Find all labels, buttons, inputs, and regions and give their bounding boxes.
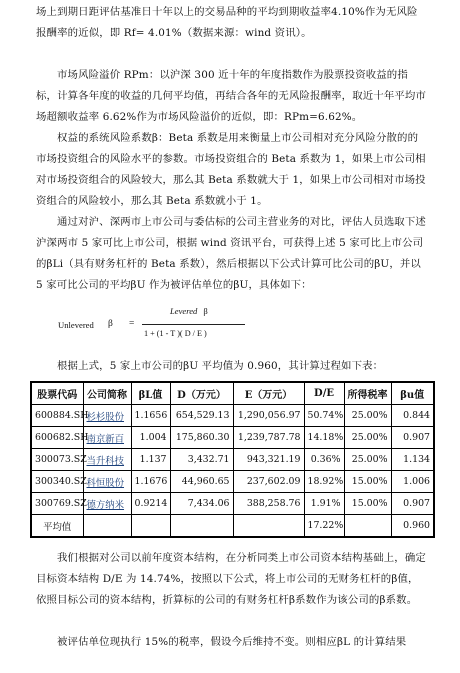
cell-company-name[interactable]: 当升科技: [86, 455, 125, 467]
table-header-row: [31, 382, 434, 405]
cell-beta-u: 1.006: [391, 471, 434, 493]
cell-equity: 388,258.76: [233, 493, 304, 515]
paragraph-beta-definition: 权益的系统风险系数β：Beta 系数是用来衡量上市公司相对充分风险分散的的市场投资组合的风险水平的参数。市场投资组合的 Beta 系数为 1，如果上市公司相对市场投资组合的风险较大，那么其 Beta 系数就大于 1，如果上市公司相对市场投资组合的风险较小，那么其 Beta 系数就小于 1。: [36, 132, 426, 207]
cell-tax-rate: 25.00%: [344, 427, 391, 449]
cell-beta-l: 1.1676: [131, 471, 170, 493]
cell-de-ratio: 1.91%: [304, 493, 344, 515]
cell-tax-rate: 25.00%: [344, 405, 391, 427]
cell-debt: 44,960.65: [170, 471, 233, 493]
cell-empty: [170, 515, 233, 538]
cell-de-ratio: 0.36%: [304, 449, 344, 471]
cell-de-ratio: 18.92%: [304, 471, 344, 493]
paragraph-market-risk-premium: 市场风险溢价 RPm：以沪深 300 近十年的年度指数作为股票投资收益的指标，计算各年度的收益的几何平均值，再结合各年的无风险报酬率，取近十年平均市场超额收益率 6.62%作为市场风险溢价的近似，即：RPm=6.62%。: [36, 69, 426, 123]
header-stock-code: 股票代码: [31, 382, 83, 405]
cell-stock-code: 600884.SH: [31, 405, 83, 427]
table-row: [31, 449, 434, 471]
table-average-row: [31, 515, 434, 538]
paragraph-target-capital-structure: 我们根据对公司以前年度资本结构，在分析同类上市公司资本结构基础上，确定目标资本结构 D/E 为 14.74%，按照以下公式，将上市公司的无财务杠杆的β值，依照目标公司的资本结构，折算标的公司的有财务杠杆β系数作为该公司的β系数。: [36, 552, 426, 606]
table-row: [31, 471, 434, 493]
cell-stock-code: 300340.SZ: [31, 471, 83, 493]
table-row: [31, 493, 434, 515]
cell-beta-u: 0.844: [391, 405, 434, 427]
cell-beta-u: 0.907: [391, 427, 434, 449]
table-row: [31, 405, 434, 427]
paragraph-comparable-companies: 通过对沪、深两市上市公司与委估标的公司主营业务的对比，评估人员选取下述沪深两市 5 家可比上市公司，根据 wind 资讯平台，可获得上述 5 家可比上市公司的βLi（具有财务杠杆的 Beta 系数），然后根据以下公式计算可比公司的βU，并以 5 家可比公司的平均βU 作为被评估单位的βU，具体如下：: [36, 216, 426, 291]
comparable-companies-table: [30, 381, 435, 538]
cell-tax-rate: 25.00%: [344, 449, 391, 471]
header-company-name: 公司简称: [83, 382, 131, 405]
paragraph-tax-rate: 被评估单位现执行 15%的税率，假设今后维持不变。则相应βL 的计算结果: [57, 636, 407, 648]
cell-de-ratio: 50.74%: [304, 405, 344, 427]
formula-fraction-bar: [142, 324, 245, 325]
cell-stock-code: 600682.SH: [31, 427, 83, 449]
cell-beta-l: 1.1656: [131, 405, 170, 427]
cell-equity: 943,321.19: [233, 449, 304, 471]
cell-empty: [131, 515, 170, 538]
cell-average-beta-u: 0.960: [391, 515, 434, 538]
cell-stock-code: 300769.SZ: [31, 493, 83, 515]
cell-debt: 175,860.30: [170, 427, 233, 449]
cell-company-name[interactable]: 杉杉股份: [86, 411, 125, 423]
unlevered-beta-formula: [58, 303, 248, 347]
paragraph-table-intro: 根据上式，5 家上市公司的βU 平均值为 0.960，其计算过程如下表：: [57, 360, 384, 372]
paragraph-risk-free-rate: 场上到期日距评估基准日十年以上的交易品种的平均到期收益率4.10%作为无风险报酬率的近似，即 Rf= 4.01%（数据来源：wind 资讯）。: [36, 6, 418, 39]
header-beta-u: βu值: [391, 382, 434, 405]
cell-tax-rate: 15.00%: [344, 493, 391, 515]
formula-equals: =: [129, 319, 135, 329]
cell-empty: [83, 515, 131, 538]
cell-average-label: 平均值: [31, 515, 83, 538]
cell-equity: 1,290,056.97: [233, 405, 304, 427]
formula-levered-beta: β: [203, 306, 208, 316]
cell-empty: [233, 515, 304, 538]
formula-levered-label: Levered: [170, 306, 198, 316]
cell-beta-l: 1.137: [131, 449, 170, 471]
cell-debt: 3,432.71: [170, 449, 233, 471]
formula-denominator: 1 + (1 - T )( D / E ): [144, 329, 207, 338]
cell-empty: [344, 515, 391, 538]
cell-company-name[interactable]: 科恒股份: [86, 477, 125, 489]
cell-beta-l: 0.9214: [131, 493, 170, 515]
formula-unlevered-label: Unlevered: [58, 320, 94, 330]
formula-numerator: [170, 306, 208, 316]
cell-debt: 7,434.06: [170, 493, 233, 515]
cell-equity: 1,239,787.78: [233, 427, 304, 449]
header-equity: E（万元）: [233, 382, 304, 405]
cell-stock-code: 300073.SZ: [31, 449, 83, 471]
cell-tax-rate: 15.00%: [344, 471, 391, 493]
cell-beta-u: 1.134: [391, 449, 434, 471]
cell-average-de: 17.22%: [304, 515, 344, 538]
header-debt: D（万元）: [170, 382, 233, 405]
cell-company-name[interactable]: 南京新百: [86, 433, 125, 445]
cell-de-ratio: 14.18%: [304, 427, 344, 449]
formula-unlevered-beta: β: [108, 319, 113, 329]
header-beta-l: βL值: [131, 382, 170, 405]
cell-equity: 237,602.09: [233, 471, 304, 493]
cell-debt: 654,529.13: [170, 405, 233, 427]
cell-beta-l: 1.004: [131, 427, 170, 449]
header-de-ratio: D/E: [304, 382, 344, 405]
cell-beta-u: 0.907: [391, 493, 434, 515]
table-row: [31, 427, 434, 449]
cell-company-name[interactable]: 德方纳米: [86, 499, 125, 511]
header-tax-rate: 所得税率: [344, 382, 391, 405]
